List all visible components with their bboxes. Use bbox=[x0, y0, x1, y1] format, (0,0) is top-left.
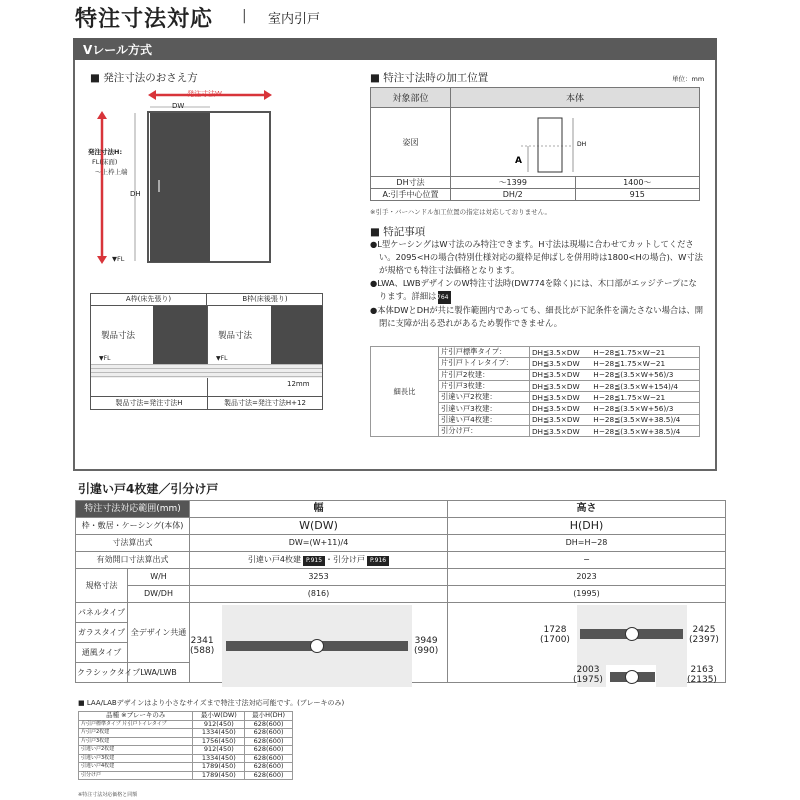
height-max: 2425 (2397) bbox=[689, 625, 719, 645]
width-max: 3949 (990) bbox=[414, 636, 439, 656]
slenderness-cell: 引分け戸： bbox=[439, 426, 530, 437]
small-table-cell: 628(600) bbox=[245, 763, 293, 772]
slenderness-cell: 片引戸トイレタイプ： bbox=[439, 358, 530, 369]
small-table-cell: 1756(450) bbox=[193, 737, 245, 746]
order-h-note: FL(床面) bbox=[92, 158, 118, 166]
small-table-col-header: 最小H(DH) bbox=[245, 712, 293, 721]
classic-min: 2003 (1975) bbox=[573, 665, 603, 685]
page-ref-link[interactable]: P.915 bbox=[303, 556, 325, 566]
small-table-cell: 1334(450) bbox=[193, 729, 245, 738]
section-title: Vレール方式 bbox=[73, 38, 717, 60]
slenderness-row bbox=[371, 347, 700, 358]
small-table-cell: 片引戸3枚建 bbox=[79, 737, 193, 746]
special-heading: ■ 特記事項 bbox=[370, 226, 426, 238]
small-table-cell: 1334(450) bbox=[193, 754, 245, 763]
svg-text:DH: DH bbox=[577, 140, 587, 148]
standard-marker bbox=[625, 670, 639, 684]
a-product-dim: 製品寸法 bbox=[101, 331, 136, 341]
order-h-note: 〜上枠上端 bbox=[95, 168, 128, 176]
standard-marker bbox=[625, 627, 639, 641]
small-table-cell: 628(600) bbox=[245, 720, 293, 729]
slenderness-cell: 引違い戸2枚建： bbox=[439, 392, 530, 403]
special-notes bbox=[370, 238, 705, 330]
slenderness-table bbox=[370, 346, 700, 437]
col-body: 本体 bbox=[451, 88, 700, 108]
b-frame-title: B枠(床後張り) bbox=[207, 294, 323, 306]
fig-label: 姿図 bbox=[371, 108, 451, 177]
slenderness-cell: H−28≦(3.5×W+56)/3 bbox=[591, 369, 699, 380]
small-table-cell: 片引戸標準タイプ 片引戸トイレタイプ bbox=[79, 720, 193, 729]
b-door-image bbox=[271, 306, 323, 364]
a-fl: ▼FL bbox=[99, 355, 111, 362]
order-dims-heading: ■ 発注寸法のおさえ方 bbox=[90, 72, 198, 84]
small-table-col-header: 最小W(DW) bbox=[193, 712, 245, 721]
page-ref-link[interactable]: P.764 bbox=[438, 291, 451, 304]
col-target: 対象部位 bbox=[371, 88, 451, 108]
standard-marker bbox=[310, 639, 324, 653]
processing-table: 対象部位 本体 姿図 A DH DH寸法 〜1399 1400〜 A:引手中心位置 DH/2 915 bbox=[370, 87, 700, 201]
small-table-col-header: 品種 ※ブレーキのみ bbox=[79, 712, 193, 721]
small-table-cell: 628(600) bbox=[245, 754, 293, 763]
small-table-cell: 引違い戸3枚建 bbox=[79, 754, 193, 763]
dw-label: DW bbox=[172, 102, 185, 110]
order-h-label: 発注寸法H: bbox=[88, 148, 123, 156]
title-separator: | bbox=[242, 8, 247, 24]
slenderness-cell: H−28≦1.75×W−21 bbox=[591, 392, 699, 403]
small-table-header bbox=[79, 712, 293, 721]
small-table-cell: 628(600) bbox=[245, 771, 293, 780]
b-product-dim: 製品寸法 bbox=[218, 331, 253, 341]
b-formula: 製品寸法=発注寸法H+12 bbox=[224, 399, 306, 407]
note-item: ●本体DWとDHが共に製作範囲内であっても、細長比が下記条件を満たさない場合は、開閉に支障が出る恐れがあるため製作できません。 bbox=[370, 305, 704, 328]
page-title: 特注寸法対応 bbox=[75, 7, 214, 32]
small-table-cell: 引違い戸2枚建 bbox=[79, 746, 193, 755]
range-heading: 引違い戸4枚建／引分け戸 bbox=[78, 482, 219, 496]
small-table-row bbox=[79, 771, 293, 780]
unit-label: 単位：mm bbox=[672, 75, 705, 83]
small-table-cell: 628(600) bbox=[245, 746, 293, 755]
slenderness-cell: DH≦3.5×DW bbox=[529, 414, 591, 425]
slenderness-label: 細長比 bbox=[371, 347, 439, 437]
small-table-cell: 引違い戸4枚建 bbox=[79, 763, 193, 772]
small-table-cell: 1789(450) bbox=[193, 771, 245, 780]
height-min: 1728 (1700) bbox=[540, 625, 570, 645]
a-frame-title: A枠(床先張り) bbox=[91, 294, 207, 306]
note-item: ●L型ケーシングはW寸法のみ特注できます。H寸法は現場に合わせてカットしてください。2095<Hの場合(特別仕様対応の縦枠足伸ばしを併用時は1800<Hの場合)、W寸法が規格でも特注寸法価格となります。 bbox=[370, 239, 703, 275]
gap-label: 12mm bbox=[287, 380, 310, 388]
door-handle bbox=[158, 180, 160, 192]
small-table-cell: 912(450) bbox=[193, 746, 245, 755]
slenderness-cell: H−28≦(3.5×W+154)/4 bbox=[591, 380, 699, 391]
dh-row-label: DH寸法 bbox=[371, 177, 451, 189]
small-table-row bbox=[79, 729, 293, 738]
slenderness-cell: DH≦3.5×DW bbox=[529, 380, 591, 391]
slenderness-cell: DH≦3.5×DW bbox=[529, 358, 591, 369]
small-table-cell: 引分け戸 bbox=[79, 771, 193, 780]
slenderness-cell: DH≦3.5×DW bbox=[529, 392, 591, 403]
slenderness-cell: H−28≦(3.5×W+38.5)/4 bbox=[591, 414, 699, 425]
fl-label: ▼FL bbox=[112, 255, 125, 263]
small-size-table bbox=[78, 711, 293, 780]
slenderness-cell: 片引戸3枚建： bbox=[439, 380, 530, 391]
floor-lines bbox=[91, 364, 322, 378]
slenderness-cell: DH≦3.5×DW bbox=[529, 426, 591, 437]
page-ref-link[interactable]: P.916 bbox=[367, 556, 389, 566]
frame-types-box bbox=[90, 293, 323, 410]
small-table-row bbox=[79, 746, 293, 755]
small-table-cell: 片引戸2枚建 bbox=[79, 729, 193, 738]
small-table-cell: 628(600) bbox=[245, 737, 293, 746]
order-w-label: 発注寸法W bbox=[187, 90, 222, 98]
slenderness-cell: 片引戸2枚建： bbox=[439, 369, 530, 380]
width-min: 2341 (588) bbox=[190, 636, 215, 656]
processing-note: ※引手・バーハンドル加工位置の指定は対応しておりません。 bbox=[370, 208, 552, 216]
a-row-label: A:引手中心位置 bbox=[371, 189, 451, 201]
page-subtitle: 室内引戸 bbox=[268, 12, 321, 27]
fig-cell bbox=[451, 108, 700, 177]
range-table: 特注寸法対応範囲(mm) 幅 高さ 枠・敷居・ケーシング(本体) W(DW) H(DH) 寸法算出式 DW=(W+11)/4 DH=H−28 有効開口寸法算出式 引違い戸4枚建 P.915 ・引分け戸 P.916 − 規格寸法 W/H 3253 2023 DW/DH (816) (1995) パネルタイプ 全デザイン共通 ガラスタイプ 通風タイプ クラシックタイプ LWA/LWB bbox=[75, 500, 726, 683]
slenderness-cell: 引違い戸3枚建： bbox=[439, 403, 530, 414]
slenderness-cell: 引違い戸4枚建： bbox=[439, 414, 530, 425]
door-position-figure bbox=[513, 110, 633, 175]
small-table-cell: 912(450) bbox=[193, 720, 245, 729]
processing-heading: ■ 特注寸法時の加工位置 bbox=[370, 72, 489, 84]
slenderness-cell: H−28≦(3.5×W+56)/3 bbox=[591, 403, 699, 414]
slenderness-cell: H−28≦1.75×W−21 bbox=[591, 347, 699, 358]
a-door-image bbox=[153, 306, 207, 364]
a-formula: 製品寸法=発注寸法H bbox=[115, 399, 183, 407]
classic-max: 2163 (2135) bbox=[687, 665, 717, 685]
slenderness-cell: 片引戸標準タイプ： bbox=[439, 347, 530, 358]
small-table-row bbox=[79, 763, 293, 772]
small-size-note: ※特注寸法対応価格と同額 bbox=[78, 792, 138, 798]
b-fl: ▼FL bbox=[216, 355, 228, 362]
small-size-heading: ■ LAA/LABデザインはより小さなサイズまで特注寸法対応可能です。(ブレーキのみ) bbox=[78, 699, 345, 707]
dh-label: DH bbox=[130, 190, 141, 198]
svg-text:A: A bbox=[515, 155, 522, 166]
slenderness-cell: H−28≦1.75×W−21 bbox=[591, 358, 699, 369]
note-item: ●LWA、LWBデザインのW特注寸法時(DW774を除く)には、木口部がエッジテープになります。詳細はP.764 bbox=[370, 277, 705, 304]
slenderness-cell: DH≦3.5×DW bbox=[529, 347, 591, 358]
slenderness-cell: DH≦3.5×DW bbox=[529, 369, 591, 380]
slenderness-cell: H−28≦(3.5×W+38.5)/4 bbox=[591, 426, 699, 437]
small-table-cell: 628(600) bbox=[245, 729, 293, 738]
slenderness-cell: DH≦3.5×DW bbox=[529, 403, 591, 414]
small-table-cell: 1789(450) bbox=[193, 763, 245, 772]
